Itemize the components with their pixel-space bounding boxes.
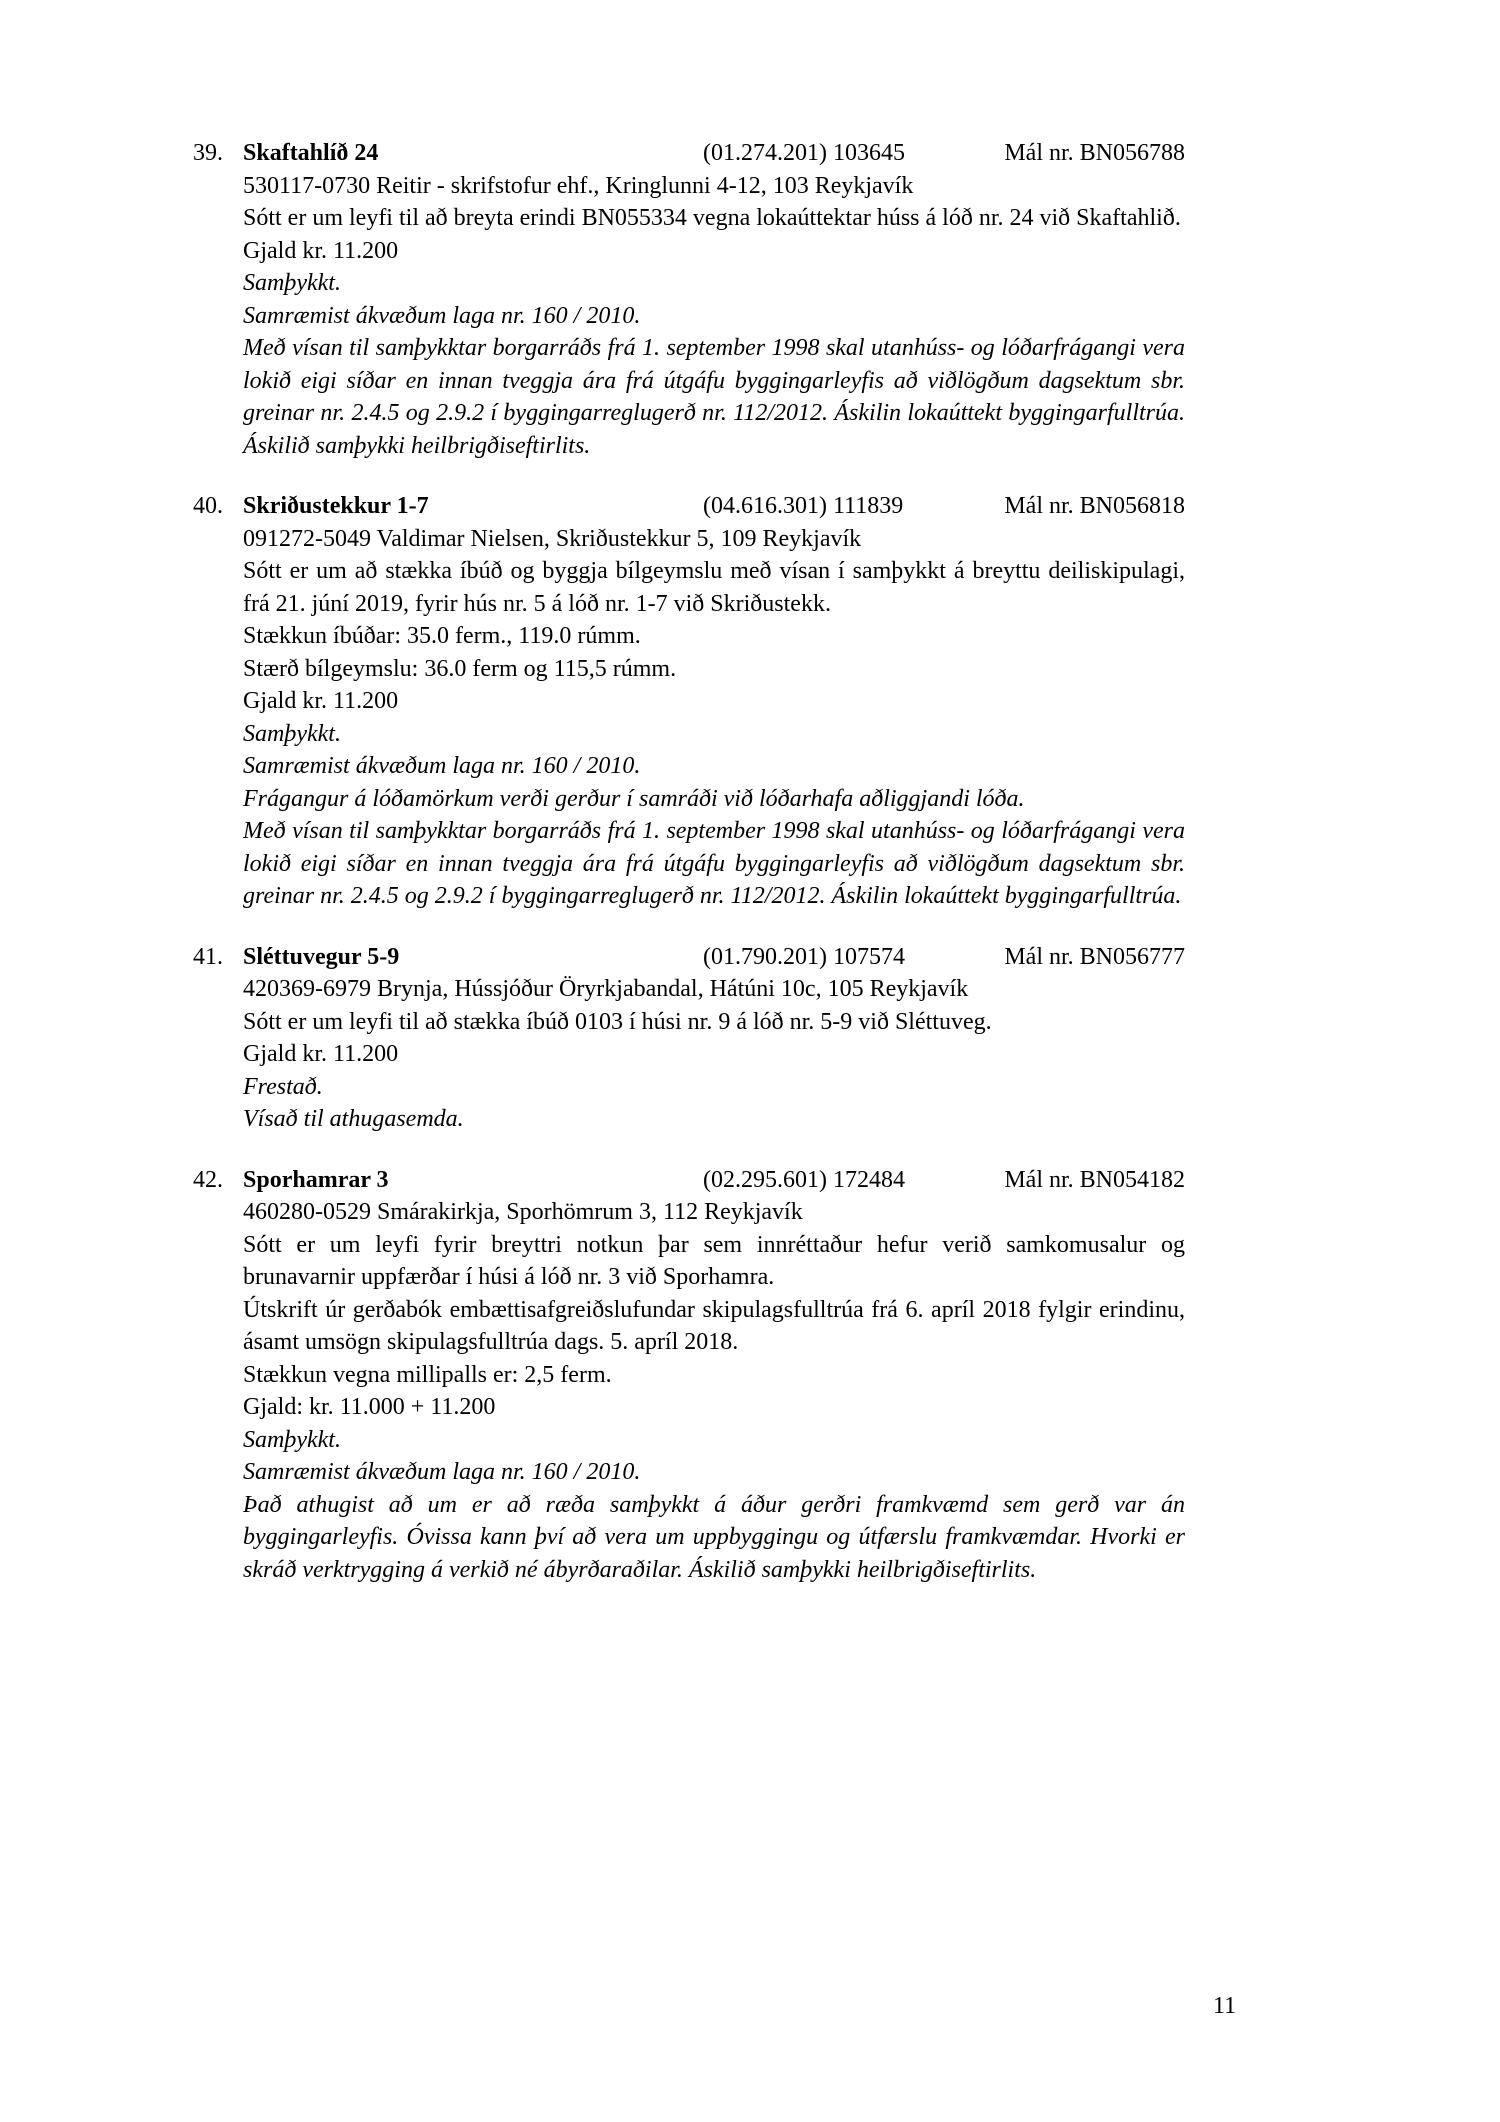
item-paragraph: Sótt er um leyfi til að breyta erindi BN055334 vegna lokaúttektar húss á lóð nr. 24 við Skaftahlið.: [243, 205, 1181, 231]
item-header: [193, 941, 1185, 974]
item-paragraph: Stækkun íbúðar: 35.0 ferm., 119.0 rúmm.: [243, 623, 641, 649]
item-paragraph: 530117-0730 Reitir - skrifstofur ehf., Kringlunni 4-12, 103 Reykjavík: [243, 172, 914, 199]
item-case-number: Mál nr. BN054182: [1004, 1166, 1185, 1193]
item-body: [243, 973, 1185, 1136]
item-header: [193, 137, 1185, 170]
item-paragraph: Samþykkt.: [243, 720, 341, 747]
item-paragraph: Samþykkt.: [243, 270, 341, 296]
item-title: Skaftahlíð 24: [243, 140, 379, 166]
item-body: [243, 523, 1185, 913]
agenda-item: [193, 941, 1185, 1136]
item-number: 42.: [193, 1166, 223, 1193]
item-title: Sléttuvegur 5-9: [243, 943, 400, 970]
item-paragraph: Það athugist að um er að ræða samþykkt á áður gerðri framkvæmd sem gerð var án byggingarleyfis. Óvissa kann því að vera um uppbyggingu og útfærslu framkvæmdar. Hvorki er skráð verktrygging á verkið né ábyrðaraðilar. Áskilið samþykki heilbrigðiseftirlits.: [243, 1491, 1185, 1583]
item-header: [193, 1164, 1185, 1197]
item-paragraph: Stækkun vegna millipalls er: 2,5 ferm.: [243, 1361, 612, 1388]
item-paragraph: Frágangur á lóðamörkum verði gerður í samráði við lóðarhafa aðliggjandi lóða.: [243, 785, 1025, 812]
item-case-number: Mál nr. BN056818: [1004, 493, 1185, 519]
item-paragraph: Gjald kr. 11.200: [243, 1041, 399, 1067]
item-number: 40.: [193, 493, 223, 519]
item-paragraph: Samþykkt.: [243, 1426, 341, 1453]
item-title: Sporhamrar 3: [243, 1166, 389, 1193]
agenda-items: [193, 137, 1185, 1586]
item-header: [193, 490, 1185, 523]
item-paragraph: Með vísan til samþykktar borgarráðs frá 1. september 1998 skal utanhúss- og lóðarfrágangi vera lokið eigi síðar en innan tveggja ára frá útgáfu byggingarleyfis að viðlögðum dagsektum sbr. greinar nr. 2.4.5 og 2.9.2 í byggingarreglugerð nr. 112/2012. Áskilin lokaúttekt byggingarfulltrúa.: [243, 818, 1185, 909]
item-paragraph: 091272-5049 Valdimar Nielsen, Skriðustekkur 5, 109 Reykjavík: [243, 525, 862, 552]
item-paragraph: Gjald kr. 11.200: [243, 237, 399, 264]
item-body: [243, 1196, 1185, 1586]
item-paragraph: 460280-0529 Smárakirkja, Sporhömrum 3, 112 Reykjavík: [243, 1199, 803, 1225]
item-case-number: Mál nr. BN056777: [1004, 943, 1185, 970]
item-paragraph: Gjald: kr. 11.000 + 11.200: [243, 1394, 496, 1420]
item-number: 41.: [193, 943, 223, 970]
agenda-item: [193, 1164, 1185, 1587]
item-number: 39.: [193, 140, 223, 166]
item-paragraph: Sótt er um leyfi fyrir breyttri notkun þar sem innréttaður hefur verið samkomusalur og brunavarnir uppfærðar í húsi á lóð nr. 3 við Sporhamra.: [243, 1231, 1185, 1290]
item-reference-number: (02.295.601) 172484: [703, 1166, 905, 1193]
item-paragraph: Frestað.: [243, 1073, 323, 1100]
page-number: 11: [1213, 1993, 1237, 2019]
item-paragraph: Gjald kr. 11.200: [243, 688, 399, 714]
item-title: Skriðustekkur 1-7: [243, 493, 429, 519]
item-paragraph: Með vísan til samþykktar borgarráðs frá 1. september 1998 skal utanhúss- og lóðarfrágangi vera lokið eigi síðar en innan tveggja ára frá útgáfu byggingarleyfis að viðlögðum dagsektum sbr. greinar nr. 2.4.5 og 2.9.2 í byggingarreglugerð nr. 112/2012. Áskilin lokaúttekt byggingarfulltrúa. Áskilið samþykki heilbrigðiseftirlits.: [243, 335, 1185, 459]
item-paragraph: Vísað til athugasemda.: [243, 1106, 464, 1132]
item-paragraph: Útskrift úr gerðabók embættisafgreiðslufundar skipulagsfulltrúa frá 6. apríl 2018 fylgir erindinu, ásamt umsögn skipulagsfulltrúa dags. 5. apríl 2018.: [243, 1296, 1185, 1355]
item-paragraph: Samræmist ákvæðum laga nr. 160 / 2010.: [243, 753, 641, 779]
item-reference-number: (04.616.301) 111839: [703, 493, 904, 519]
item-paragraph: Sótt er um að stækka íbúð og byggja bílgeymslu með vísan í samþykkt á breyttu deiliskipulagi, frá 21. júní 2019, fyrir hús nr. 5 á lóð nr. 1-7 við Skriðustekk.: [243, 558, 1185, 617]
item-paragraph: Sótt er um leyfi til að stækka íbúð 0103 í húsi nr. 9 á lóð nr. 5-9 við Sléttuveg.: [243, 1008, 992, 1035]
item-paragraph: Stærð bílgeymslu: 36.0 ferm og 115,5 rúmm.: [243, 655, 677, 682]
item-paragraph: Samræmist ákvæðum laga nr. 160 / 2010.: [243, 302, 641, 329]
agenda-item: [193, 137, 1185, 462]
item-reference-number: (01.790.201) 107574: [703, 943, 905, 970]
item-paragraph: Samræmist ákvæðum laga nr. 160 / 2010.: [243, 1459, 641, 1485]
item-reference-number: (01.274.201) 103645: [703, 140, 905, 166]
item-body: [243, 170, 1185, 463]
item-case-number: Mál nr. BN056788: [1004, 140, 1185, 166]
agenda-item: [193, 490, 1185, 913]
item-paragraph: 420369-6979 Brynja, Hússjóður Öryrkjabandal, Hátúni 10c, 105 Reykjavík: [243, 976, 969, 1002]
